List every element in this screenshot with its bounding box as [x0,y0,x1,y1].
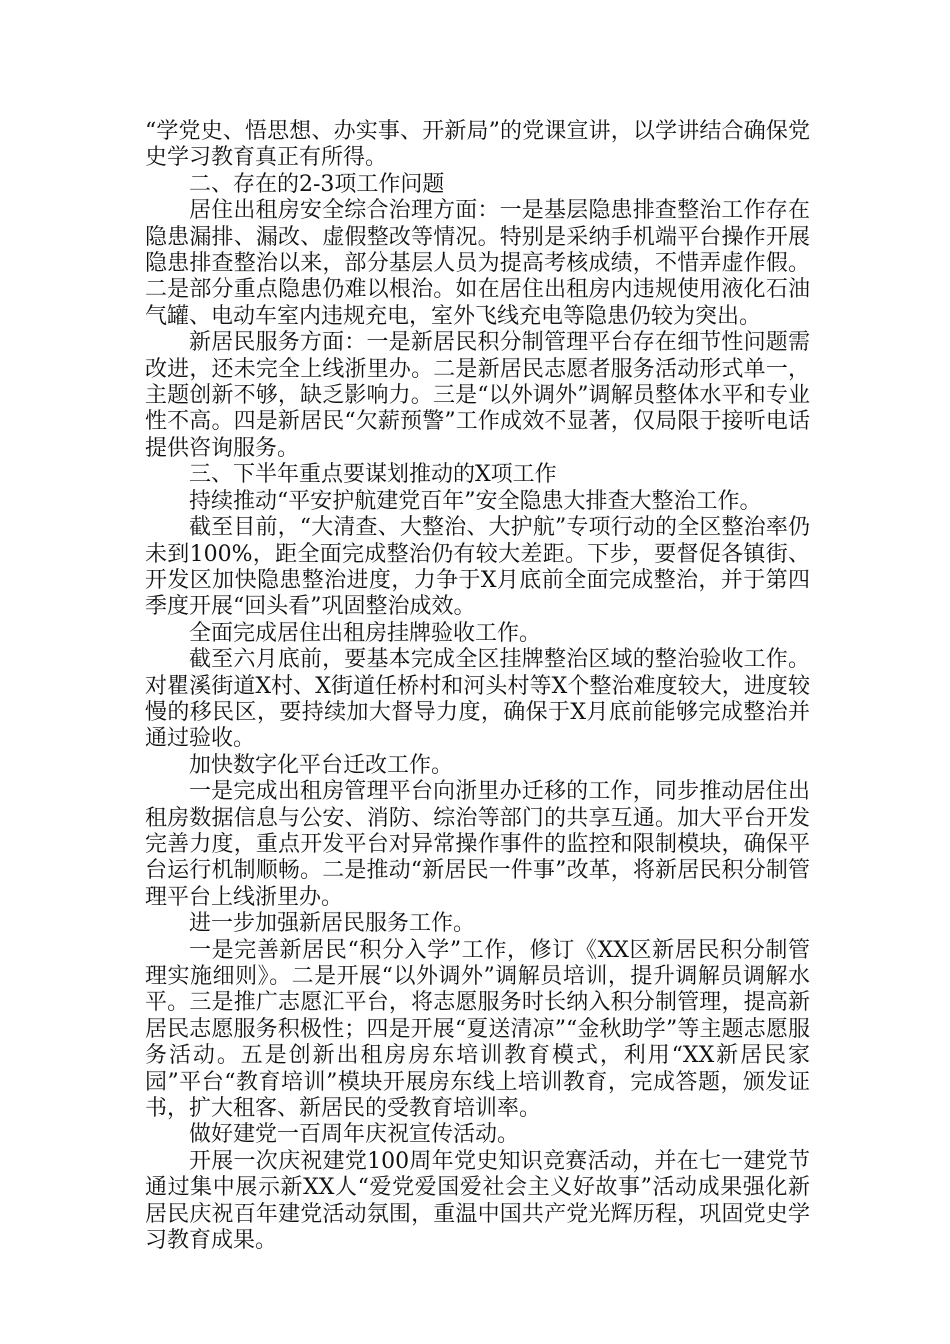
paragraph-digital-platform: 一是完成出租房管理平台向浙里办迁移的工作，同步推动居住出租房数据信息与公安、消防、综治等部门的共享互通。加大平台开发完善力度，重点开发平台对异常操作事件的监控和限制模块，确保平台运行机制顺畅。二是推动“新居民一件事”改革，将新居民积分制管理平台上线浙里办。 [145,779,810,910]
paragraph-resident-service: 一是完善新居民“积分入学”工作，修订《XX区新居民积分制管理实施细则》。二是开展“以外调外”调解员培训，提升调解员调解水平。三是推广志愿汇平台，将志愿服务时长纳入积分制管理，提高新居民志愿服务积极性；四是开展“夏送清凉”“金秋助学”等主题志愿服务活动。五是创新出租房房东培训教育模式，利用“XX新居民家园”平台“教育培训”模块开展房东线上培训教育，完成答题，颁发证书，扩大租客、新居民的受教育培训率。 [145,937,810,1122]
item-heading-tag-acceptance: 全面完成居住出租房挂牌验收工作。 [189,620,542,646]
paragraph-tag-acceptance: 截至六月底前，要基本完成全区挂牌整治区域的整治验收工作。对瞿溪街道X村、X街道任桥村和河头村等X个整治难度较大，进度较慢的移民区，要持续加大督导力度，确保于X月底前能够完成整治并通过验收。 [145,647,810,752]
item-heading-safety-campaign: 持续推动“平安护航建党百年”安全隐患大排查大整治工作。 [189,488,762,514]
item-heading-centenary: 做好建党一百周年庆祝宣传活动。 [189,1122,520,1148]
paragraph-safety-campaign: 截至目前，“大清查、大整治、大护航”专项行动的全区整治率仍未到100%，距全面完成整治仍有较大差距。下步，要督促各镇街、开发区加快隐患整治进度，力争于X月底前全面完成整治，并于第四季度开展“回头看”巩固整治成效。 [145,515,810,620]
section-heading-problems: 二、存在的2-3项工作问题 [189,171,445,197]
item-heading-resident-service: 进一步加强新居民服务工作。 [189,911,476,937]
document-page [145,119,810,1254]
section-heading-second-half-plans: 三、下半年重点要谋划推动的X项工作 [189,462,557,488]
paragraph-centenary: 开展一次庆祝建党100周年党史知识竞赛活动，并在七一建党节通过集中展示新XX人“爱党爱国爱社会主义好故事”活动成果强化新居民庆祝百年建党活动氛围，重温中国共产党光辉历程，巩固党史学习教育成果。 [145,1148,810,1254]
paragraph-continued-intro: “学党史、悟思想、办实事、开新局”的党课宣讲，以学讲结合确保党史学习教育真正有所得。 [145,119,810,171]
item-heading-digital-platform: 加快数字化平台迁改工作。 [189,752,454,778]
paragraph-rental-safety: 居住出租房安全综合治理方面：一是基层隐患排查整治工作存在隐患漏排、漏改、虚假整改等情况。特别是采纳手机端平台操作开展隐患排查整治以来，部分基层人员为提高考核成绩，不惜弄虚作假。二是部分重点隐患仍难以根治。如在居住出租房内违规使用液化石油气罐、电动车室内违规充电，室外飞线充电等隐患仍较为突出。 [145,198,810,329]
paragraph-new-resident-service: 新居民服务方面：一是新居民积分制管理平台存在细节性问题需改进，还未完全上线浙里办。二是新居民志愿者服务活动形式单一，主题创新不够，缺乏影响力。三是“以外调外”调解员整体水平和专业性不高。四是新居民“欠薪预警”工作成效不显著，仅局限于接听电话提供咨询服务。 [145,330,810,461]
